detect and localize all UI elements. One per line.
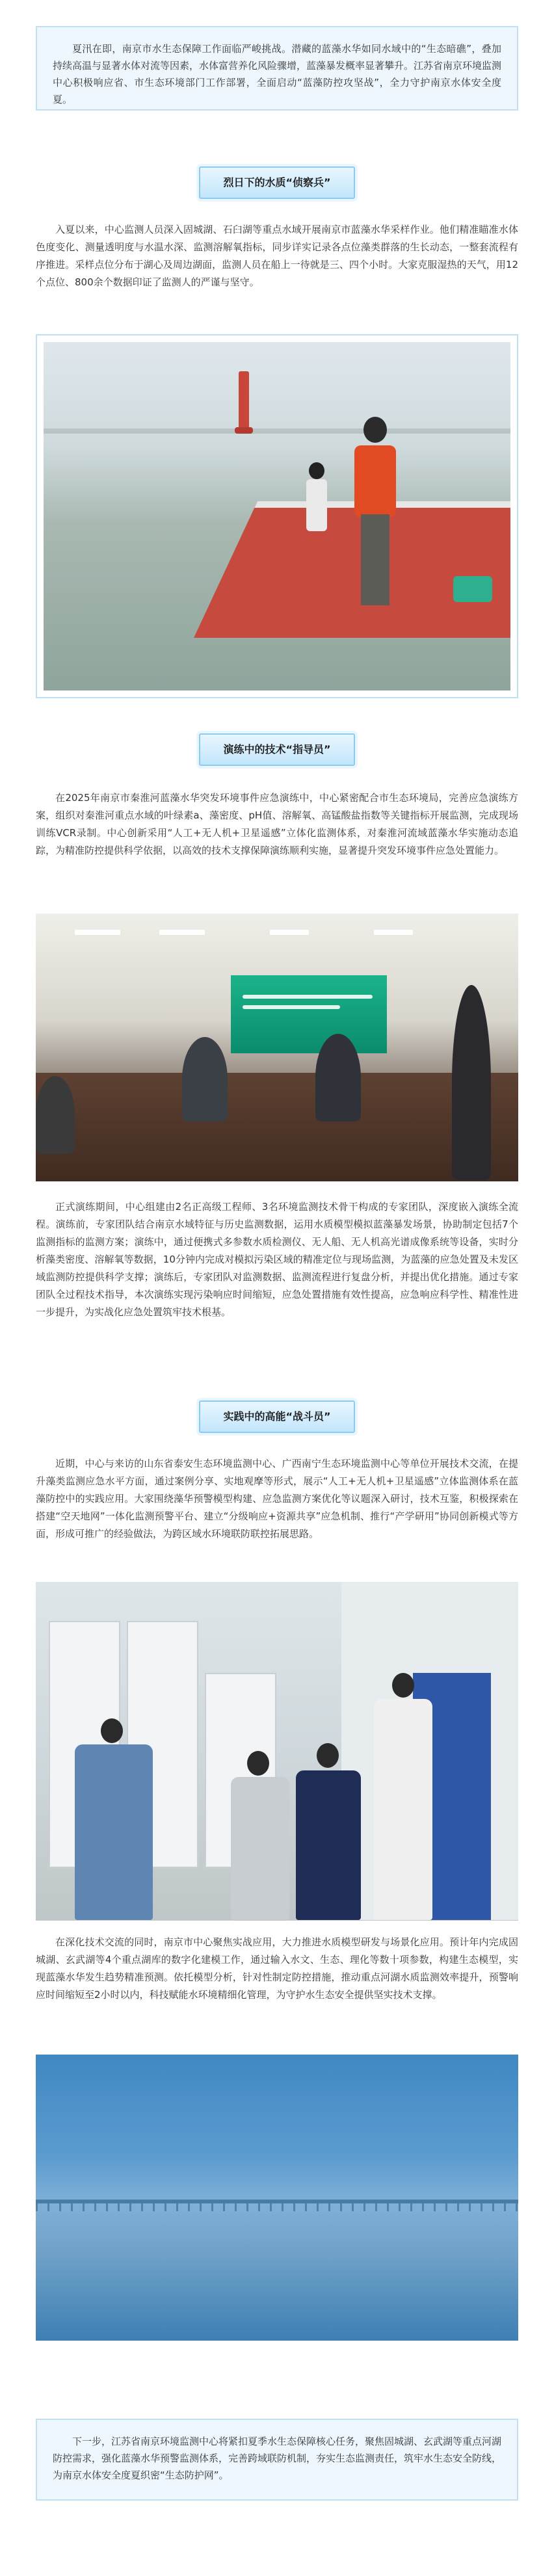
photo-drill-meeting	[36, 913, 518, 1181]
section-2-text: 在2025年南京市秦淮河蓝藻水华突发环境事件应急演练中，中心紧密配合市生态环境局，完善应急演练方案，组织对秦淮河重点水域的叶绿素a、藻密度、pH值、溶解氧、高锰酸盐指数等关键指标开展监测，完成现场训练VCR录制。中心创新采用“人工+无人机+卫星遥感”立体化监测体系，对秦淮河流域蓝藻水华实施动态追踪，为精准防控提供科学依据，以高效的技术支撑保障演练顺利实施，显著提升突发环境事件应急处置能力。	[36, 792, 518, 856]
section-title-3: 实践中的高能“战斗员”	[199, 1400, 355, 1433]
photo-lake-sampling	[36, 334, 518, 698]
outro-box	[36, 2419, 518, 2501]
presentation-screen	[231, 975, 387, 1053]
monitor-person	[349, 417, 401, 605]
buoy	[239, 371, 249, 430]
photo-lab-visit	[36, 1582, 518, 1921]
section-title-2: 演练中的技术“指导员”	[199, 733, 355, 766]
section-2-text2: 正式演练期间，中心组建由2名正高级工程师、3名环境监测技术骨干构成的专家团队，深度嵌入演练全流程。演练前，专家团队结合南京水域特征与历史监测数据，运用水质模型模拟蓝藻暴发场景，协助制定包括7个监测指标的监测方案；演练中，通过便携式多参数水质检测仪、无人船、无人机高光谱成像系统等设备，实时分析藻类密度、溶解氧等数据，10分钟内完成对模拟污染区域的精准定位与现场监测，为蓝藻的应急处置及未发区域监测防控提供科学支撑；演练后，专家团队对监测数据、监测流程进行复盘分析，并提出优化措施。通过专家团队全过程技术指导，本次演练实现污染响应时间缩短，应急处置措施有效性提高，应急响应科学性、精准性进一步提升，为实战化应急处置筑牢技术根基。	[36, 1201, 518, 1318]
intro-box	[36, 26, 518, 111]
outro-text: 下一步，江苏省南京环境监测中心将紧扣夏季水生态保障核心任务，聚焦固城湖、玄武湖等重点河湖防控需求，强化蓝藻水华预警监测体系，完善跨域联防机制，夯实生态监测责任，筑牢水生态安全防线，为南京水体安全度夏织密“生态防护网”。	[53, 2436, 502, 2481]
section-3-text: 近期，中心与来访的山东省泰安生态环境监测中心、广西南宁生态环境监测中心等单位开展技术交流，在提升藻类监测应急水平方面，通过案例分享、实地观摩等形式，展示“人工+无人机+卫星遥感”立体监测体系在蓝藻防控中的实践应用。大家围绕藻华预警模型构建、应急监测方案优化等议题深入研讨，技术互鉴，积极探索在搭建“空天地网”一体化监测预警平台、建立“分级响应+资源共享”应急机制、推行“产学研用”协同创新模式等方面，形成可推广的经验做法，为跨区域水环境联防联控拓展思路。	[36, 1458, 518, 1540]
section-title-1: 烈日下的水质“侦察兵”	[199, 166, 355, 199]
intro-text: 夏汛在即，南京市水生态保障工作面临严峻挑战。潜藏的蓝藻水华如同水域中的“生态暗礁”，叠加持续高温与显著水体对流等因素，水体富营养化风险骤增，蓝藻暴发概率显著攀升。江苏省南京环境监测中心积极响应省、市生态环境部门工作部署，全面启动“蓝藻防控攻坚战”，全力守护南京水体安全度夏。	[53, 43, 502, 105]
section-1-text: 入夏以来，中心监测人员深入固城湖、石臼湖等重点水域开展南京市蓝藻水华采样作业。他们精准瞄准水体色度变化、测量透明度与水温水深、监测溶解氧指标，同步详实记录各点位藻类群落的生长动态，一整套流程有序推进。采样点位分布于湖心及周边湖面，监测人员在船上一待就是三、四个小时。大家克服湿热的天气，用12个点位、800余个数据印证了监测人的严谨与坚守。	[36, 224, 518, 288]
photo-misty-bridge	[36, 2055, 518, 2341]
section-3-text2: 在深化技术交流的同时，南京市中心聚焦实战应用，大力推进水质模型研发与场景化应用。预计年内完成固城湖、玄武湖等4个重点湖库的数字化建模工作，通过输入水文、生态、理化等数十项参数，构建生态模型，实现蓝藻水华发生趋势精准预测。依托模型分析，针对性制定防控措施，推动重点河湖水质监测效率提升，预警响应时间缩短至2小时以内，科技赋能水环境精细化管理，为守护水生态安全提供坚实技术支撑。	[36, 1936, 518, 2001]
conference-table	[36, 1073, 518, 1181]
